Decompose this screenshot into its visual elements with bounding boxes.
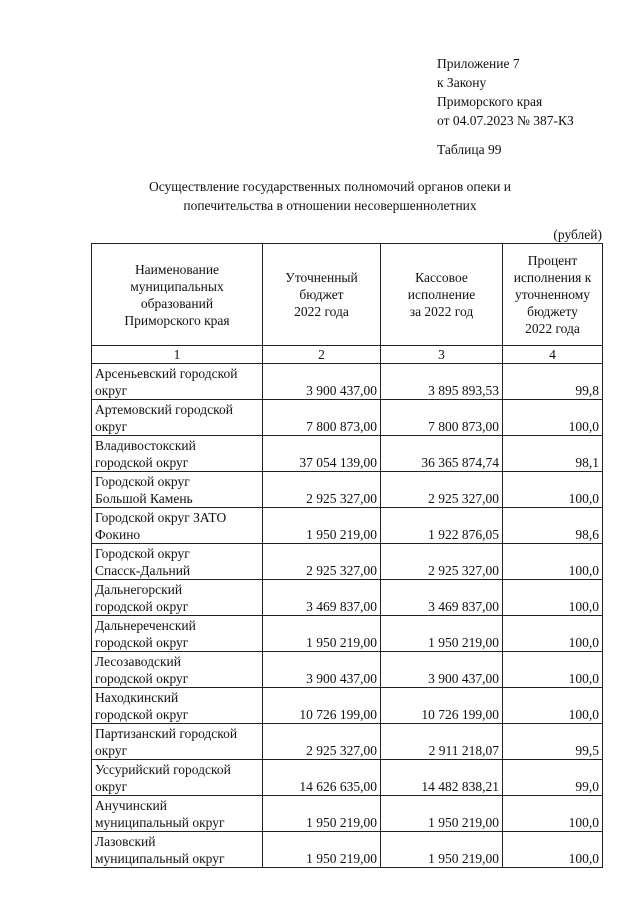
appendix-line: Приложение 7 (437, 56, 520, 71)
header-line: 2022 года (294, 304, 349, 319)
municipality-name-line: муниципальный округ (95, 851, 225, 866)
actual-value: 3 895 893,53 (381, 364, 503, 400)
table-row (92, 760, 603, 796)
header-actual (381, 244, 503, 346)
municipality-name (92, 364, 263, 400)
municipality-name-line: Дальнегорский (95, 582, 183, 597)
table-number: Таблица 99 (437, 142, 502, 157)
municipality-name (92, 688, 263, 724)
municipality-name-line: городской округ (95, 707, 189, 722)
table-row (92, 652, 603, 688)
municipality-name-line: Городской округ (95, 474, 190, 489)
column-number-row (92, 346, 603, 364)
header-line: образований (140, 295, 214, 311)
municipality-name-line: Дальнереченский (95, 618, 196, 633)
municipality-name (92, 544, 263, 580)
actual-value: 1 950 219,00 (381, 832, 503, 868)
municipality-name-line: округ (95, 419, 128, 434)
header-line: за 2022 год (409, 304, 474, 319)
header-line: Уточненный (285, 270, 358, 285)
table-row (92, 580, 603, 616)
table-row (92, 796, 603, 832)
municipality-name-line: Большой Камень (95, 491, 193, 506)
municipality-name (92, 796, 263, 832)
municipality-name (92, 580, 263, 616)
municipality-name (92, 400, 263, 436)
percent-value: 100,0 (503, 400, 603, 436)
percent-value: 100,0 (503, 796, 603, 832)
budget-value: 2 925 327,00 (263, 472, 381, 508)
actual-value: 2 911 218,07 (381, 724, 503, 760)
percent-value: 100,0 (503, 652, 603, 688)
header-line: исполнения к (513, 270, 592, 285)
municipality-name-line: Лазовский (95, 834, 156, 849)
percent-value: 100,0 (503, 580, 603, 616)
header-percent (503, 244, 603, 346)
budget-value: 3 900 437,00 (263, 652, 381, 688)
header-line: бюджету (527, 304, 578, 319)
table-body (92, 364, 603, 868)
percent-value: 99,5 (503, 724, 603, 760)
header-line: бюджет (299, 287, 344, 302)
header-line: муниципальных (130, 278, 224, 294)
municipality-name-line: Уссурийский городской (95, 762, 231, 777)
municipality-name (92, 508, 263, 544)
header-municipality (92, 244, 263, 346)
actual-value: 3 469 837,00 (381, 580, 503, 616)
actual-value: 36 365 874,74 (381, 436, 503, 472)
budget-value: 3 469 837,00 (263, 580, 381, 616)
actual-value: 7 800 873,00 (381, 400, 503, 436)
percent-value: 98,6 (503, 508, 603, 544)
column-number: 2 (263, 346, 381, 364)
municipality-name-line: Анучинский (95, 798, 167, 813)
municipality-name (92, 724, 263, 760)
municipality-name (92, 832, 263, 868)
table-row (92, 436, 603, 472)
percent-value: 100,0 (503, 472, 603, 508)
table-row (92, 724, 603, 760)
document-title (100, 177, 560, 215)
percent-value: 98,1 (503, 436, 603, 472)
actual-value: 14 482 838,21 (381, 760, 503, 796)
table-row (92, 508, 603, 544)
header-line: Кассовое (415, 270, 468, 285)
appendix-line: от 04.07.2023 № 387-КЗ (437, 113, 574, 128)
budget-value: 7 800 873,00 (263, 400, 381, 436)
column-number: 3 (381, 346, 503, 364)
municipality-name-line: муниципальный округ (95, 815, 225, 830)
budget-value: 3 900 437,00 (263, 364, 381, 400)
column-number: 1 (92, 346, 263, 364)
municipality-name-line: округ (95, 383, 128, 398)
municipality-name (92, 472, 263, 508)
budget-value: 2 925 327,00 (263, 724, 381, 760)
municipality-name-line: Владивостокский (95, 438, 196, 453)
table-row (92, 616, 603, 652)
table-row (92, 544, 603, 580)
municipality-name-line: городской округ (95, 455, 189, 470)
title-line: Осуществление государственных полномочий органов опеки и (148, 179, 511, 194)
municipality-name-line: городской округ (95, 671, 189, 686)
actual-value: 10 726 199,00 (381, 688, 503, 724)
municipality-name (92, 436, 263, 472)
budget-table (91, 243, 603, 868)
appendix-line: к Закону (437, 75, 487, 90)
header-line: Процент (527, 253, 578, 268)
percent-value: 100,0 (503, 616, 603, 652)
municipality-name (92, 652, 263, 688)
municipality-name-line: Городской округ (95, 546, 190, 561)
percent-value: 99,0 (503, 760, 603, 796)
municipality-name-line: Спасск-Дальний (95, 563, 191, 578)
municipality-name-line: Городской округ ЗАТО (95, 510, 227, 525)
municipality-name-line: городской округ (95, 599, 189, 614)
municipality-name-line: Находкинский (95, 690, 179, 705)
municipality-name (92, 760, 263, 796)
header-line: Приморского края (124, 312, 230, 328)
table-row (92, 832, 603, 868)
header-line: 2022 года (525, 321, 580, 336)
actual-value: 1 922 876,05 (381, 508, 503, 544)
units-label: (рублей) (553, 227, 602, 242)
header-line: уточненному (514, 287, 591, 302)
actual-value: 1 950 219,00 (381, 616, 503, 652)
actual-value: 3 900 437,00 (381, 652, 503, 688)
header-line: исполнение (407, 287, 476, 302)
percent-value: 100,0 (503, 544, 603, 580)
municipality-name-line: округ (95, 743, 128, 758)
budget-value: 1 950 219,00 (263, 616, 381, 652)
municipality-name-line: Фокино (95, 527, 141, 542)
percent-value: 100,0 (503, 688, 603, 724)
actual-value: 2 925 327,00 (381, 544, 503, 580)
table-row (92, 472, 603, 508)
appendix-block (437, 54, 574, 130)
actual-value: 2 925 327,00 (381, 472, 503, 508)
header-budget (263, 244, 381, 346)
budget-value: 1 950 219,00 (263, 796, 381, 832)
budget-value: 1 950 219,00 (263, 508, 381, 544)
municipality-name-line: Партизанский городской (95, 726, 238, 741)
municipality-name-line: округ (95, 779, 128, 794)
table-row (92, 400, 603, 436)
budget-value: 10 726 199,00 (263, 688, 381, 724)
municipality-name-line: Лесозаводский (95, 654, 181, 669)
appendix-line: Приморского края (437, 94, 543, 109)
table-row (92, 688, 603, 724)
header-row (92, 244, 603, 346)
budget-value: 37 054 139,00 (263, 436, 381, 472)
municipality-name-line: городской округ (95, 635, 189, 650)
title-line: попечительства в отношении несовершеннолетних (183, 198, 477, 213)
percent-value: 99,8 (503, 364, 603, 400)
budget-value: 2 925 327,00 (263, 544, 381, 580)
municipality-name-line: Арсеньевский городской (95, 366, 238, 381)
municipality-name (92, 616, 263, 652)
budget-value: 1 950 219,00 (263, 832, 381, 868)
municipality-name-line: Артемовский городской (95, 402, 233, 417)
actual-value: 1 950 219,00 (381, 796, 503, 832)
column-number: 4 (503, 346, 603, 364)
header-line: Наименование (134, 261, 220, 277)
percent-value: 100,0 (503, 832, 603, 868)
budget-value: 14 626 635,00 (263, 760, 381, 796)
table-row (92, 364, 603, 400)
